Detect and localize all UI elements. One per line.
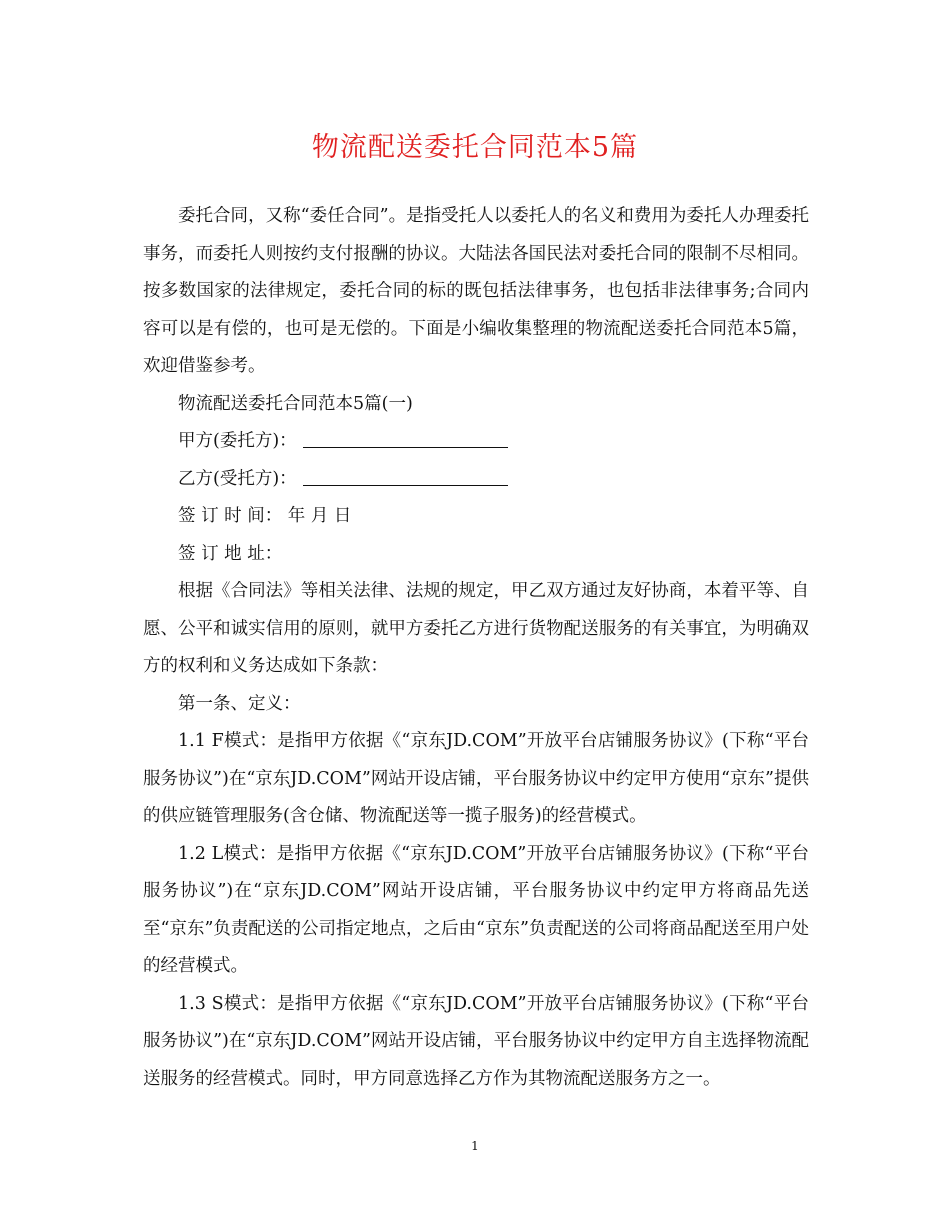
document-body	[143, 198, 809, 1098]
party-b-blank	[303, 465, 508, 486]
party-b-line	[143, 461, 809, 499]
sign-time: 签 订 时 间： 年 月 日	[178, 506, 352, 526]
sign-place: 签 订 地 址：	[178, 543, 283, 564]
article-1-heading: 第一条、定义：	[178, 693, 301, 714]
clause-1-2: 1.2 L模式：是指甲方依据《“京东JD.COM”开放平台店铺服务协议》(下称“平台服务协议”)在“京东JD.COM”网站开设店铺，平台服务协议中约定甲方将商品先送至“京东”负责配送的公司指定地点，之后由“京东”负责配送的公司将商品配送至用户处的经营模式。	[143, 843, 809, 976]
party-a-line	[143, 423, 809, 461]
clause-1-1: 1.1 F模式：是指甲方依据《“京东JD.COM”开放平台店铺服务协议》(下称“平台服务协议”)在“京东JD.COM”网站开设店铺，平台服务协议中约定甲方使用“京东”提供的供应链管理服务(含仓储、物流配送等一揽子服务)的经营模式。	[143, 731, 809, 826]
page-number: 1	[471, 1139, 479, 1153]
clause-1-3: 1.3 S模式：是指甲方依据《“京东JD.COM”开放平台店铺服务协议》(下称“平台服务协议”)在“京东JD.COM”网站开设店铺，平台服务协议中约定甲方自主选择物流配送服务的经营模式。同时，甲方同意选择乙方作为其物流配送服务方之一。	[143, 993, 809, 1089]
party-b-label: 乙方(受托方)：	[178, 468, 297, 489]
party-a-label: 甲方(委托方)：	[178, 431, 297, 451]
preamble-paragraph: 根据《合同法》等相关法律、法规的规定，甲乙双方通过友好协商，本着平等、自愿、公平和诚实信用的原则，就甲方委托乙方进行货物配送服务的有关事宜，为明确双方的权利和义务达成如下条款：	[143, 581, 809, 676]
party-a-blank	[303, 427, 508, 448]
section-heading: 物流配送委托合同范本5篇(一)	[178, 393, 413, 414]
document-title: 物流配送委托合同范本5篇	[311, 132, 639, 163]
intro-paragraph: 委托合同，又称“委任合同”。是指受托人以委托人的名义和费用为委托人办理委托事务，而委托人则按约支付报酬的协议。大陆法各国民法对委托合同的限制不尽相同。按多数国家的法律规定，委托合同的标的既包括法律事务，也包括非法律事务;合同内容可以是有偿的，也可是无偿的。下面是小编收集整理的物流配送委托合同范本5篇，欢迎借鉴参考。	[143, 206, 809, 376]
